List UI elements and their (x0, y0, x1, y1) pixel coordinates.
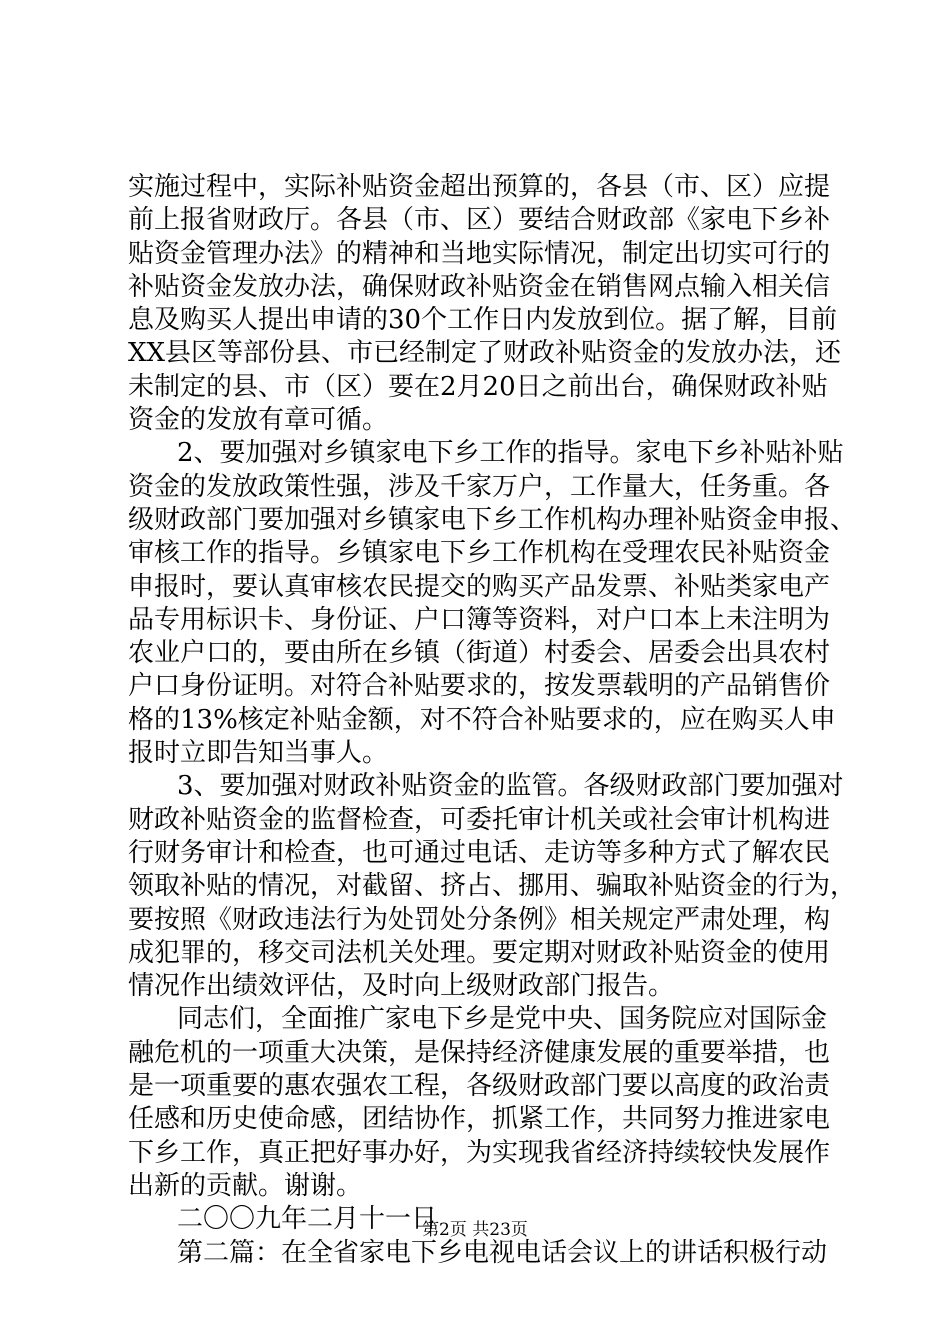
text-line: 下乡工作，真正把好事办好，为实现我省经济持续较快发展作 (128, 1137, 831, 1168)
text-line: 资金的发放有章可循。 (128, 405, 389, 436)
text-line: 领取补贴的情况，对截留、挤占、挪用、骗取补贴资金的行为， (128, 871, 857, 902)
text-line: 前上报省财政厅。各县（市、区）要结合财政部《家电下乡补 (128, 205, 831, 236)
text-line: 户口身份证明。对符合补贴要求的，按发票载明的产品销售价 (128, 671, 831, 702)
text-line: 3、要加强对财政补贴资金的监管。各级财政部门要加强对 (177, 771, 844, 802)
text-line: 申报时，要认真审核农民提交的购买产品发票、补贴类家电产 (128, 571, 831, 602)
text-line: 农业户口的，要由所在乡镇（街道）村委会、居委会出具农村 (128, 638, 831, 669)
text-line: 级财政部门要加强对乡镇家电下乡工作机构办理补贴资金申报、 (128, 504, 857, 535)
text-line: XX县区等部份县、市已经制定了财政补贴资金的发放办法，还 (128, 338, 842, 369)
text-line: 品专用标识卡、身份证、户口簿等资料，对户口本上未注明为 (128, 604, 831, 635)
text-line: 融危机的一项重大决策，是保持经济健康发展的重要举措，也 (128, 1037, 831, 1068)
text-line: 审核工作的指导。乡镇家电下乡工作机构在受理农民补贴资金 (128, 538, 831, 569)
text-line: 报时立即告知当事人。 (128, 738, 389, 769)
text-line: 二〇〇九年二月十一日 (177, 1204, 438, 1235)
text-line: 情况作出绩效评估，及时向上级财政部门报告。 (128, 971, 675, 1002)
text-line: 是一项重要的惠农强农工程，各级财政部门要以高度的政治责 (128, 1071, 831, 1102)
document-body (128, 171, 857, 1270)
text-line: 任感和历史使命感，团结协作，抓紧工作，共同努力推进家电 (128, 1104, 831, 1135)
text-line: 息及购买人提出申请的30个工作日内发放到位。据了解，目前 (128, 305, 838, 336)
text-line: 实施过程中，实际补贴资金超出预算的，各县（市、区）应提 (128, 172, 831, 202)
text-line: 第二篇：在全省家电下乡电视电话会议上的讲话积极行动 (177, 1237, 828, 1268)
text-line: 财政补贴资金的监督检查，可委托审计机关或社会审计机构进 (128, 804, 831, 835)
text-line: 出新的贡献。谢谢。 (128, 1170, 363, 1201)
text-line: 要按照《财政违法行为处罚处分条例》相关规定严肃处理，构 (128, 904, 831, 935)
text-line: 未制定的县、市（区）要在2月20日之前出台，确保财政补贴 (128, 371, 828, 402)
text-line: 格的13%核定补贴金额，对不符合补贴要求的，应在购买人申 (128, 704, 836, 735)
text-line: 资金的发放政策性强，涉及千家万户，工作量大，任务重。各 (128, 471, 831, 502)
text-line: 成犯罪的，移交司法机关处理。要定期对财政补贴资金的使用 (128, 937, 831, 968)
page-number-footer: 第2页 共23页 (422, 1220, 528, 1240)
text-line: 补贴资金发放办法，确保财政补贴资金在销售网点输入相关信 (128, 271, 831, 302)
text-line: 行财务审计和检查，也可通过电话、走访等多种方式了解农民 (128, 837, 831, 868)
text-line: 同志们，全面推广家电下乡是党中央、国务院应对国际金 (177, 1004, 828, 1035)
text-line: 贴资金管理办法》的精神和当地实际情况，制定出切实可行的 (128, 238, 831, 269)
text-line: 2、要加强对乡镇家电下乡工作的指导。家电下乡补贴补贴 (177, 438, 844, 469)
